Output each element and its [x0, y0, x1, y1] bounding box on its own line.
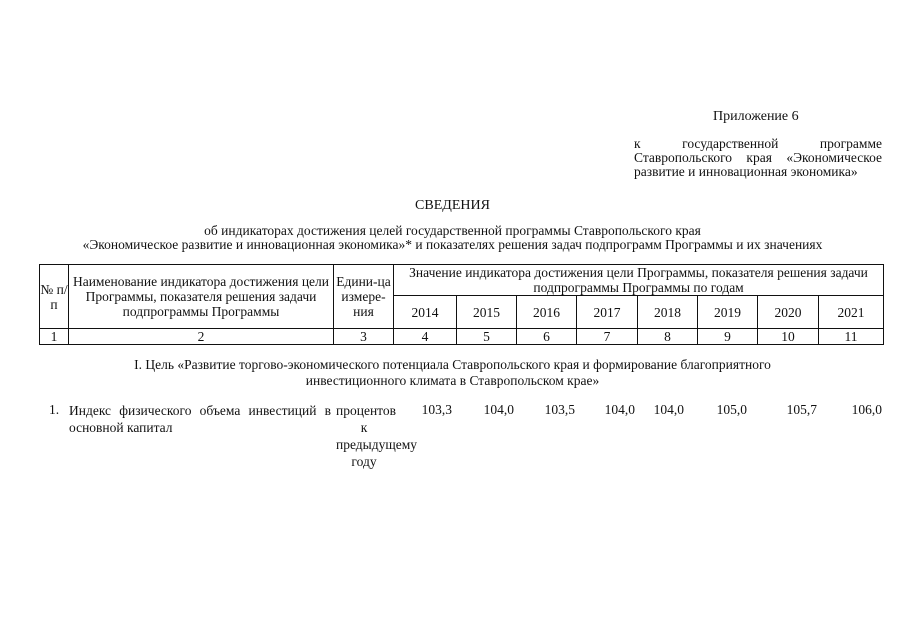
year-cell: 2016	[517, 296, 577, 329]
row-value-2021: 106,0	[851, 402, 882, 417]
year-cell: 2020	[758, 296, 819, 329]
column-number: 5	[457, 329, 517, 345]
appendix-title: Приложение 6	[713, 109, 799, 124]
column-number: 8	[638, 329, 698, 345]
row-value-2018: 104,0	[653, 402, 684, 417]
year-cell: 2017	[577, 296, 638, 329]
column-number: 6	[517, 329, 577, 345]
column-number: 10	[758, 329, 819, 345]
header-unit: Едини-ца измере-ния	[334, 265, 394, 329]
goal-line2: инвестиционного климата в Ставропольском крае»	[305, 373, 600, 388]
header-values: Значение индикатора достижения цели Программы, показателя решения задачи подпрограммы Программы по годам	[394, 265, 884, 296]
column-number: 4	[394, 329, 457, 345]
document-title: СВЕДЕНИЯ	[415, 198, 490, 213]
header-row	[40, 265, 884, 296]
row-value-2020: 105,7	[786, 402, 817, 417]
row-unit: процентов к предыдущему году	[336, 403, 418, 469]
row-value-2017: 104,0	[604, 402, 635, 417]
column-number: 1	[40, 329, 69, 345]
appendix-reference: к государственной программе Ставропольского края «Экономическое развитие и инновационная экономика»	[634, 136, 882, 179]
document-subtitle-line1: об индикаторах достижения целей государственной программы Ставропольского края	[204, 223, 701, 238]
year-cell: 2018	[638, 296, 698, 329]
document-subtitle-line2: «Экономическое развитие и инновационная экономика»* и показателях решения задач подпрограмм Программы и их значениях	[82, 237, 823, 252]
row-value-2016: 103,5	[544, 402, 575, 417]
column-number: 7	[577, 329, 638, 345]
column-number: 11	[819, 329, 884, 345]
row-value-2019: 105,0	[716, 402, 747, 417]
goal-heading	[0, 357, 905, 389]
row-number: 1.	[49, 402, 60, 417]
goal-line1: I. Цель «Развитие торгово-экономического потенциала Ставропольского края и формирование благоприятного	[134, 357, 771, 372]
column-number: 2	[69, 329, 334, 345]
year-cell: 2019	[698, 296, 758, 329]
year-cell: 2014	[394, 296, 457, 329]
column-number: 9	[698, 329, 758, 345]
row-value-2014: 103,3	[421, 402, 452, 417]
header-name: Наименование индикатора достижения цели Программы, показателя решения задачи подпрограммы Программы	[69, 265, 334, 329]
year-cell: 2021	[819, 296, 884, 329]
row-value-2015: 104,0	[483, 402, 514, 417]
column-number: 3	[334, 329, 394, 345]
year-cell: 2015	[457, 296, 517, 329]
column-number-row	[40, 329, 884, 345]
row-indicator-name: Индекс физического объема инвестиций в основной капитал	[69, 403, 331, 435]
header-no: № п/п	[40, 265, 69, 329]
indicators-table	[39, 264, 884, 345]
